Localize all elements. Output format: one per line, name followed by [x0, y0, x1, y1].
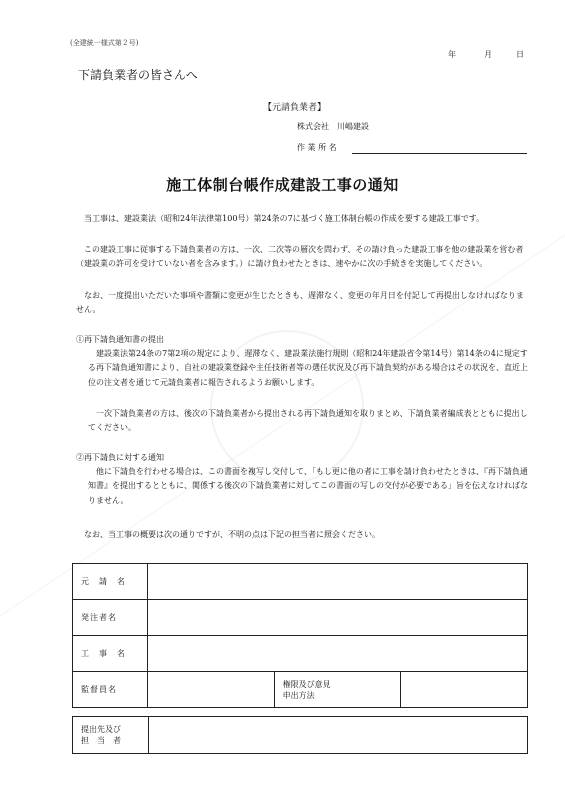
project-label: 工 事 名 [73, 636, 148, 672]
table-row [73, 636, 528, 672]
supervisor-label: 監督員名 [73, 672, 148, 708]
authority-value[interactable] [401, 672, 528, 708]
contact-label [73, 717, 149, 754]
paragraph-change: なお、一度提出いただいた事項や書類に変更が生じたときも、遅滞なく、変更の年月日を付記して再提出しなければなりません。 [76, 291, 524, 315]
table-row [73, 600, 528, 636]
supervisor-value[interactable] [148, 672, 275, 708]
section1-body1: 建設業法第24条の7第2項の規定により、遅滞なく、建設業法施行規則（昭和24年建設省令第14号）第14条の4に規定する再下請負通知書により、自社の建設業登録や主任技術者等の選任状況及び再下請負契約がある場合はその状況を、直近上位の注文者を通じて元請負業者に報告されるようお願いします。 [88, 349, 528, 387]
contact-table [72, 716, 528, 754]
date-day: 日 [516, 50, 524, 59]
site-name-field[interactable] [352, 153, 527, 154]
orderer-value[interactable] [148, 600, 528, 636]
company-name: 株式会社 川嶋建設 [297, 122, 369, 131]
contact-value[interactable] [149, 717, 528, 754]
site-name-label: 作 業 所 名 [297, 143, 337, 152]
contact-label-line2: 担 当 者 [81, 736, 121, 745]
project-overview-table [72, 563, 528, 708]
form-number: (全建統一様式第２号) [70, 39, 139, 47]
authority-label [274, 672, 401, 708]
paragraph-procedure: この建設工事に従事する下請負業者の方は、一次、二次等の層次を問わず、その請け負った建設工事を他の建設業を営む者（建設業の許可を受けていない者を含みます。）に請け負わせたときは、速やかに次の手続きを実施してください。 [76, 245, 524, 269]
addressee: 下請負業者の皆さんへ [78, 68, 198, 82]
closing-paragraph: なお、当工事の概要は次の通りですが、不明の点は下記の担当者に照会ください。 [76, 530, 380, 539]
document-title: 施工体制台帳作成建設工事の通知 [166, 176, 399, 194]
date-month: 月 [484, 50, 492, 59]
section1-heading: ①再下請負通知書の提出 [76, 335, 164, 344]
authority-label-line1: 権限及び意見 [282, 679, 331, 689]
prime-contractor-heading: 【元請負業者】 [263, 103, 327, 113]
prime-value[interactable] [148, 564, 528, 600]
authority-label-line2: 申出方法 [282, 690, 315, 700]
project-value[interactable] [148, 636, 528, 672]
prime-label: 元 請 名 [73, 564, 148, 600]
orderer-label: 発注者名 [73, 600, 148, 636]
table-row [73, 717, 528, 754]
table-row [73, 564, 528, 600]
section2-heading: ②再下請負に対する通知 [76, 453, 164, 462]
section1-body2: 一次下請負業者の方は、後次の下請負業者から提出される再下請負通知を取りまとめ、下請負業者編成表とともに提出してください。 [88, 409, 528, 433]
table-row [73, 672, 528, 708]
contact-label-line1: 提出先及び [81, 725, 121, 734]
date-year: 年 [448, 50, 456, 59]
paragraph-intro: 当工事は、建設業法（昭和24年法律第100号）第24条の7に基づく施工体制台帳の作成を要する建設工事です。 [76, 214, 485, 223]
section2-body: 他に下請負を行わせる場合は、この書面を複写し交付して、「もし更に他の者に工事を請け負わせたときは、『再下請負通知書』を提出するとともに、関係する後次の下請負業者に対してこの書面の写しの交付が必要である」旨を伝えなければなりません。 [88, 467, 528, 505]
